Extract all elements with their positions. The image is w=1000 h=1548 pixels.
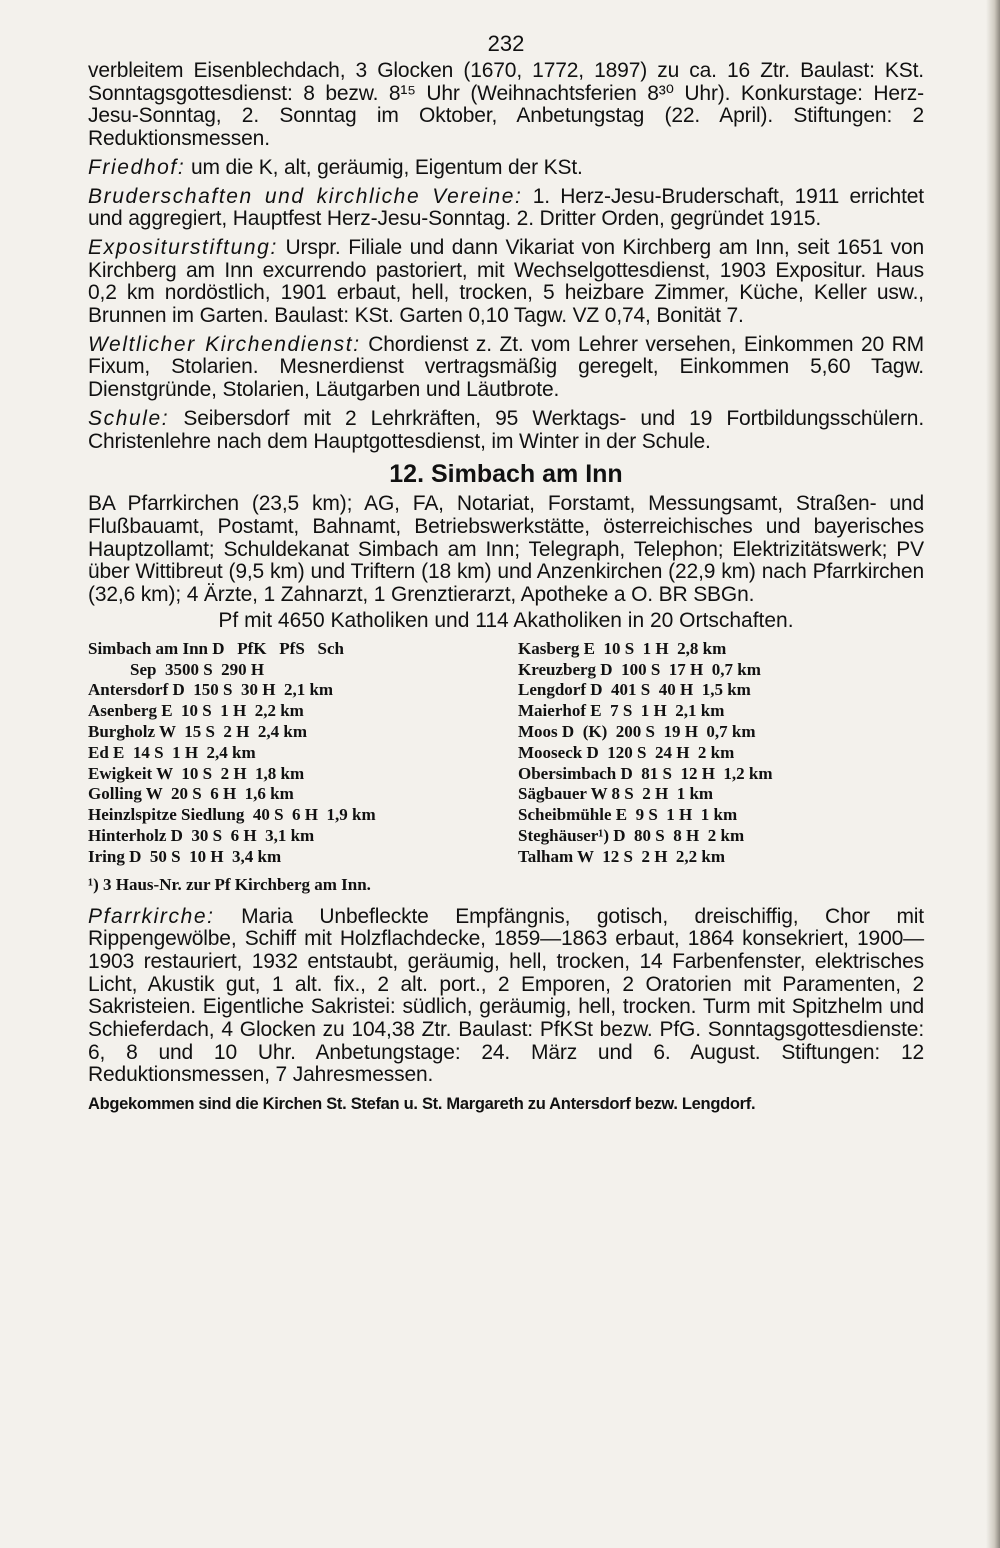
place-row: Simbach am Inn D PfK PfS Sch bbox=[88, 638, 344, 658]
place-row: Iring D 50 S 10 H 3,4 km bbox=[88, 846, 282, 866]
places-column-right bbox=[518, 639, 924, 868]
paragraph-text: 1. Herz-Jesu-Bruderschaft, 1911 errichtet und aggregiert, Hauptfest Herz-Jesu-Sonntag. 2. Dritter Orden, gegründet 1915. bbox=[88, 184, 924, 231]
page-number: 232 bbox=[487, 31, 525, 56]
paragraph-label: Bruderschaften und kirchliche Vereine: bbox=[88, 184, 523, 208]
church-text: Maria Unbefleckte Empfängnis, gotisch, dreischiffig, Chor mit Rippengewölbe, Schiff mit Holzflachdecke, 1859—1863 erbaut, 1864 konsekriert, 1900—1903 restauriert, 1932 entstaubt, geräumig, hell, trocken, 14 Farbenfenster, elektrisches Licht, Akustik gut, 1 alt. fix., 2 alt. port., 2 Emporen, 2 Oratorien mit Paramenten, 2 Sakristeien. Eigentliche Sakristei: südlich, geräumig, hell, trocken. Turm mit Spitzhelm und Schieferdach, 4 Glocken zu 104,38 Ztr. Baulast: PfKSt bezw. PfG. Sonntagsgottesdienste: 6, 8 und 10 Uhr. Anbetungstage: 24. März und 6. August. Stiftungen: 12 Reduktionsmessen, 7 Jahresmessen. bbox=[88, 904, 924, 1087]
census-line: Pf mit 4650 Katholiken und 114 Akatholiken in 20 Ortschaften. bbox=[218, 608, 794, 632]
place-row: Talham W 12 S 2 H 2,2 km bbox=[518, 846, 726, 866]
footnote: ¹) 3 Haus-Nr. zur Pf Kirchberg am Inn. bbox=[88, 874, 371, 894]
place-row: Asenberg E 10 S 1 H 2,2 km bbox=[88, 701, 304, 721]
place-row: Sägbauer W 8 S 2 H 1 km bbox=[518, 784, 714, 804]
paragraph bbox=[88, 60, 924, 151]
page-edge-shadow bbox=[986, 0, 1000, 1548]
place-row: Steghäuser¹) D 80 S 8 H 2 km bbox=[518, 825, 745, 845]
paragraph-label: Friedhof: bbox=[88, 155, 186, 179]
paragraph-label: Schule: bbox=[88, 406, 170, 430]
paragraph bbox=[88, 157, 924, 180]
paragraph bbox=[88, 408, 924, 453]
place-row: Ewigkeit W 10 S 2 H 1,8 km bbox=[88, 763, 305, 783]
place-row: Ed E 14 S 1 H 2,4 km bbox=[88, 742, 256, 762]
book-page bbox=[88, 30, 924, 1115]
place-row: Hinterholz D 30 S 6 H 3,1 km bbox=[88, 825, 315, 845]
final-note: Abgekommen sind die Kirchen St. Stefan u. St. Margareth zu Antersdorf bezw. Lengdorf. bbox=[88, 1095, 756, 1114]
paragraph bbox=[88, 186, 924, 231]
place-row: Antersdorf D 150 S 30 H 2,1 km bbox=[88, 680, 334, 700]
place-row: Mooseck D 120 S 24 H 2 km bbox=[518, 742, 735, 762]
places-table bbox=[88, 639, 924, 868]
place-row: Sep 3500 S 290 H bbox=[130, 659, 265, 679]
place-row: Obersimbach D 81 S 12 H 1,2 km bbox=[518, 763, 773, 783]
place-row: Lengdorf D 401 S 40 H 1,5 km bbox=[518, 680, 751, 700]
intro-paragraph: BA Pfarrkirchen (23,5 km); AG, FA, Notariat, Forstamt, Messungsamt, Straßen- und Flußbauamt, Postamt, Bahnamt, Betriebswerkstätte, österreichisches und bayerisches Hauptzollamt; Schuldekanat Simbach am Inn; Telegraph, Telephon; Elektrizitätswerk; PV über Wittibreut (9,5 km) und Triftern (18 km) und Anzenkirchen (22,9 km) nach Pfarrkirchen (32,6 km); 4 Ärzte, 1 Zahnarzt, 1 Grenztierarzt, Apotheke a O. BR SBGn. bbox=[88, 492, 924, 607]
place-row: Golling W 20 S 6 H 1,6 km bbox=[88, 784, 294, 804]
place-row: Heinzlspitze Siedlung 40 S 6 H 1,9 km bbox=[88, 805, 376, 825]
paragraph-text: verbleitem Eisenblechdach, 3 Glocken (1670, 1772, 1897) zu ca. 16 Ztr. Baulast: KSt. Sonntagsgottesdienst: 8 bezw. 8¹⁵ Uhr (Weihnachtsferien 8³⁰ Uhr). Konkurstage: Herz-Jesu-Sonntag, 2. Sonntag im Oktober, Anbetungstag (22. April). Stiftungen: 2 Reduktionsmessen. bbox=[88, 59, 924, 151]
paragraph-text: Seibersdorf mit 2 Lehrkräften, 95 Werktags- und 19 Fortbildungsschülern. Christenlehre nach dem Hauptgottesdienst, im Winter in der Schule. bbox=[88, 406, 924, 453]
church-paragraph bbox=[88, 906, 924, 1088]
paragraph bbox=[88, 237, 924, 328]
section-heading: 12. Simbach am Inn bbox=[389, 460, 623, 489]
place-row: Kreuzberg D 100 S 17 H 0,7 km bbox=[518, 659, 761, 679]
places-column-left bbox=[88, 639, 518, 868]
paragraph-text: Urspr. Filiale und dann Vikariat von Kirchberg am Inn, seit 1651 von Kirchberg am Inn excurrendo pastoriert, mit Wechselgottesdienst, 1903 Expositur. Haus 0,2 km nordöstlich, 1901 erbaut, hell, trocken, 5 heizbare Zimmer, Küche, Keller usw., Brunnen im Garten. Baulast: KSt. Garten 0,10 Tagw. VZ 0,74, Bonität 7. bbox=[88, 235, 924, 328]
paragraph-text: um die K, alt, geräumig, Eigentum der KSt. bbox=[185, 155, 583, 179]
place-row: Maierhof E 7 S 1 H 2,1 km bbox=[518, 701, 725, 721]
paragraph-label: Expositurstiftung: bbox=[88, 235, 278, 259]
paragraph bbox=[88, 334, 924, 402]
paragraph-label: Weltlicher Kirchendienst: bbox=[88, 332, 361, 356]
church-label: Pfarrkirche: bbox=[88, 904, 215, 928]
top-paragraphs bbox=[88, 60, 924, 453]
place-row: Moos D (K) 200 S 19 H 0,7 km bbox=[518, 721, 756, 741]
place-row: Burgholz W 15 S 2 H 2,4 km bbox=[88, 721, 307, 741]
place-row: Scheibmühle E 9 S 1 H 1 km bbox=[518, 805, 738, 825]
paragraph-text: Chordienst z. Zt. vom Lehrer versehen, Einkommen 20 RM Fixum, Stolarien. Mesnerdienst vertragsmäßig geregelt, Einkommen 5,60 Tagw. Dienstgründe, Stolarien, Läutgarben und Läutbrote. bbox=[88, 332, 925, 402]
place-row: Kasberg E 10 S 1 H 2,8 km bbox=[518, 638, 727, 658]
